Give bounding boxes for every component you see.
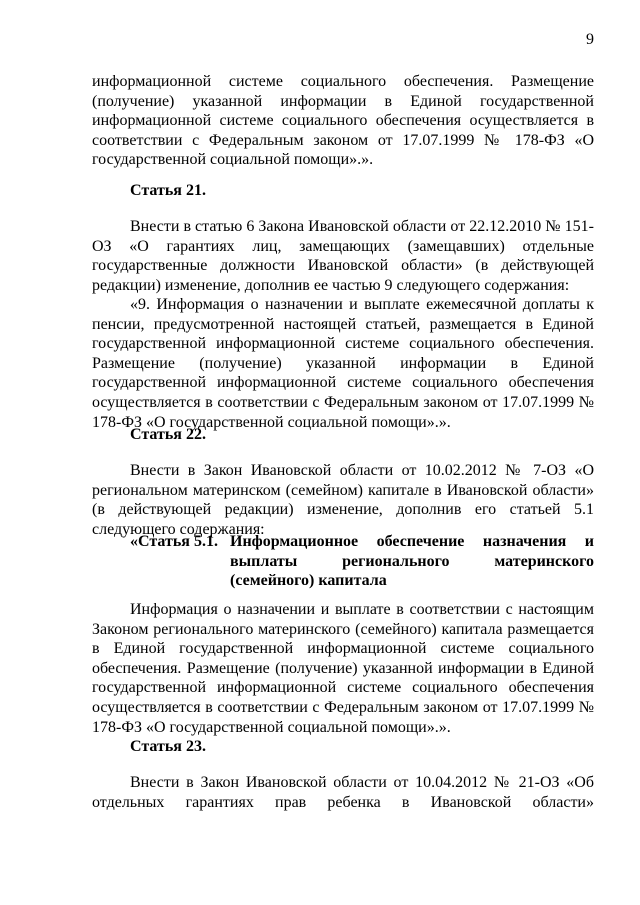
article-22-heading: Статья 22.	[130, 426, 206, 443]
article-23-heading: Статья 23.	[130, 738, 206, 755]
page-number: 9	[586, 31, 594, 48]
article-5-1-label: «Статья 5.1.	[130, 533, 218, 550]
article-21-heading: Статья 21.	[130, 182, 206, 199]
article-21-paragraph-2: «9. Информация о назначении и выплате ежемесячной доплаты к пенсии, предусмотренной настоящей статьей, размещается в Единой государственной информационной системе социального обеспечения. Размещение (получение) указанной информации в Единой государственной информационной системе социального обеспечения осуществляется в соответствии с Федеральным законом от 17.07.1999 № 178-ФЗ «О государственной социальной помощи».».	[92, 296, 594, 431]
paragraph-top: информационной системе социального обеспечения. Размещение (получение) указанной информации в Единой государственной информационной системе социального обеспечения осуществляется в соответствии с Федеральным законом от 17.07.1999 № 178-ФЗ «О государственной социальной помощи».».	[92, 73, 594, 169]
article-5-1-title: Информационное обеспечение назначения и выплаты регионального материнского (семейного) капитала	[230, 533, 594, 590]
article-22-paragraph-1: Внести в Закон Ивановской области от 10.02.2012 № 7-ОЗ «О региональном материнском (семейном) капитале в Ивановской области» (в действующей редакции) изменение, дополнив его статьей 5.1 следующего содержания:	[92, 462, 594, 538]
article-23-paragraph-1: Внести в Закон Ивановской области от 10.04.2012 № 21-ОЗ «Об отдельных гарантиях прав ребенка в Ивановской области»	[92, 774, 594, 811]
article-5-1-paragraph-1: Информация о назначении и выплате в соответствии с настоящим Законом регионального материнского (семейного) капитала размещается в Единой государственной информационной системе социального обеспечения. Размещение (получение) указанной информации в Единой государственной информационной системе социального обеспечения осуществляется в соответствии с Федеральным законом от 17.07.1999 № 178-ФЗ «О государственной социальной помощи».».	[92, 601, 594, 736]
article-21-paragraph-1: Внести в статью 6 Закона Ивановской области от 22.12.2010 № 151-ОЗ «О гарантиях лиц, замещающих (замещавших) отдельные государственные должности Ивановской области» (в действующей редакции) изменение, дополнив ее частью 9 следующего содержания:	[92, 218, 594, 294]
